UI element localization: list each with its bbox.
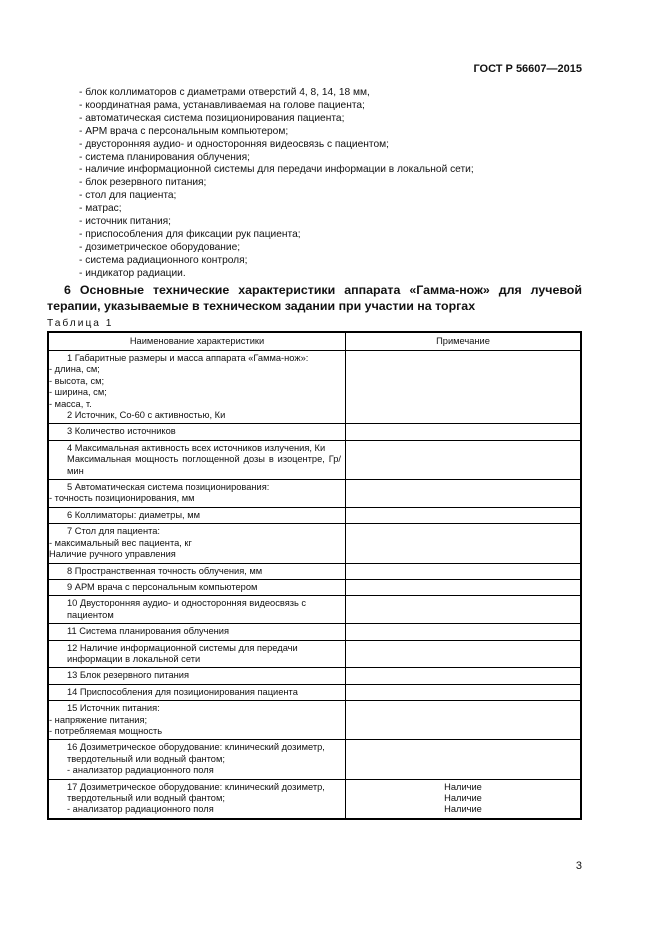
cell-line: 4 Максимальная активность всех источников излучения, Ки <box>67 442 326 453</box>
characteristic-cell <box>48 480 346 508</box>
note-cell <box>346 440 582 479</box>
note-cell <box>346 596 582 624</box>
table-row <box>48 563 581 579</box>
document-code: ГОСТ Р 56607—2015 <box>473 63 582 75</box>
list-item: - двусторонняя аудио- и односторонняя видеосвязь с пациентом; <box>79 138 389 150</box>
cell-line: - точность позиционирования, мм <box>49 493 195 504</box>
note-cell <box>346 701 582 740</box>
note-cell <box>346 579 582 595</box>
table-row <box>48 480 581 508</box>
list-item: - система радиационного контроля; <box>79 254 248 266</box>
table-row <box>48 351 581 424</box>
cell-line: - высота, см; <box>49 375 105 386</box>
list-item: - индикатор радиации. <box>79 267 186 279</box>
note-cell <box>346 507 582 523</box>
note-cell <box>346 624 582 640</box>
cell-line: 17 Дозиметрическое оборудование: клинический дозиметр, твердотельный или водный фантом; <box>67 781 325 803</box>
note-cell <box>346 563 582 579</box>
list-item: - стол для пациента; <box>79 190 177 202</box>
table-row <box>48 507 581 523</box>
characteristic-cell <box>48 701 346 740</box>
characteristic-cell <box>48 579 346 595</box>
note-cell <box>346 779 582 819</box>
cell-line: - длина, см; <box>49 364 100 375</box>
table-row <box>48 701 581 740</box>
cell-line: 2 Источник, Со-60 с активностью, Ки <box>67 410 226 421</box>
list-item: - блок резервного питания; <box>79 177 207 189</box>
table-row <box>48 640 581 668</box>
list-item: - приспособления для фиксации рук пациента; <box>79 228 301 240</box>
characteristic-cell <box>48 779 346 819</box>
cell-line: 6 Коллиматоры: диаметры, мм <box>67 509 200 520</box>
cell-line: 12 Наличие информационной системы для передачи информации в локальной сети <box>67 642 298 664</box>
note-cell <box>346 740 582 779</box>
list-item: - блок коллиматоров с диаметрами отверстий 4, 8, 14, 18 мм, <box>79 87 370 98</box>
characteristic-cell <box>48 640 346 668</box>
note-cell <box>346 351 582 424</box>
cell-line: - ширина, см; <box>49 387 107 398</box>
characteristic-cell <box>48 524 346 563</box>
cell-line: 8 Пространственная точность облучения, мм <box>67 565 263 576</box>
cell-line: 11 Система планирования облучения <box>67 626 230 637</box>
table-row <box>48 684 581 700</box>
list-item: - дозиметрическое оборудование; <box>79 241 241 253</box>
table-row <box>48 596 581 624</box>
table-row <box>48 624 581 640</box>
note-cell <box>346 668 582 684</box>
characteristic-cell <box>48 740 346 779</box>
characteristic-cell <box>48 440 346 479</box>
table-caption: Таблица 1 <box>47 318 114 329</box>
characteristic-cell <box>48 596 346 624</box>
characteristic-cell <box>48 624 346 640</box>
cell-line: 7 Стол для пациента: <box>67 526 160 537</box>
cell-line: 16 Дозиметрическое оборудование: клинический дозиметр, твердотельный или водный фантом; <box>67 742 325 764</box>
table-row <box>48 779 581 819</box>
cell-line: 3 Количество источников <box>67 426 176 437</box>
characteristic-cell <box>48 668 346 684</box>
cell-line: Наличие ручного управления <box>49 549 176 560</box>
table-row <box>48 740 581 779</box>
note-cell <box>346 524 582 563</box>
cell-line: 1 Габаритные размеры и масса аппарата «Гамма-нож»: <box>67 353 309 363</box>
list-item: - наличие информационной системы для передачи информации в локальной сети; <box>79 164 474 176</box>
table-row <box>48 668 581 684</box>
characteristic-cell <box>48 684 346 700</box>
note-line: Наличие <box>444 804 482 815</box>
note-cell <box>346 480 582 508</box>
table-header-row <box>48 332 581 351</box>
cell-line: - потребляемая мощность <box>49 725 163 736</box>
table-row <box>48 579 581 595</box>
list-item: - координатная рама, устанавливаемая на голове пациента; <box>79 99 365 111</box>
cell-line: - анализатор радиационного поля <box>67 804 214 815</box>
section-heading: 6 Основные технические характеристики аппарата «Гамма-нож» для лучевой терапии, указываемые в техническом задании при участии на торгах <box>47 283 582 313</box>
cell-line: - анализатор радиационного поля <box>67 765 214 776</box>
cell-line: 5 Автоматическая система позиционирования: <box>67 482 270 493</box>
list-item: - источник питания; <box>79 216 172 228</box>
column-header-characteristic: Наименование характеристики <box>48 332 346 351</box>
characteristic-cell <box>48 563 346 579</box>
page-number: 3 <box>575 860 582 872</box>
cell-line: - масса, т. <box>49 398 92 409</box>
list-item: - АРМ врача с персональным компьютером; <box>79 125 289 137</box>
cell-line: 14 Приспособления для позиционирования пациента <box>67 686 298 697</box>
list-item: - автоматическая система позиционирования пациента; <box>79 112 345 124</box>
equipment-list <box>79 87 599 281</box>
note-cell <box>346 424 582 440</box>
cell-line: 13 Блок резервного питания <box>67 670 190 681</box>
note-line: Наличие <box>444 781 482 792</box>
note-cell <box>346 684 582 700</box>
list-item: - система планирования облучения; <box>79 151 250 163</box>
cell-line: Максимальная мощность поглощенной дозы в изоцентре, Гр/мин <box>67 454 341 476</box>
cell-line: 10 Двусторонняя аудио- и односторонняя видеосвязь с пациентом <box>67 598 307 620</box>
characteristics-table <box>47 331 582 820</box>
table-row <box>48 524 581 563</box>
cell-line: - напряжение питания; <box>49 714 148 725</box>
note-cell <box>346 640 582 668</box>
cell-line: - максимальный вес пациента, кг <box>49 537 192 548</box>
cell-line: 15 Источник питания: <box>67 703 160 714</box>
characteristic-cell <box>48 424 346 440</box>
table-row <box>48 424 581 440</box>
table-row <box>48 440 581 479</box>
characteristic-cell <box>48 507 346 523</box>
characteristic-cell <box>48 351 346 424</box>
list-item: - матрас; <box>79 203 122 215</box>
column-header-note: Примечание <box>346 332 582 351</box>
note-line: Наличие <box>444 793 482 803</box>
cell-line: 9 АРМ врача с персональным компьютером <box>67 581 258 592</box>
